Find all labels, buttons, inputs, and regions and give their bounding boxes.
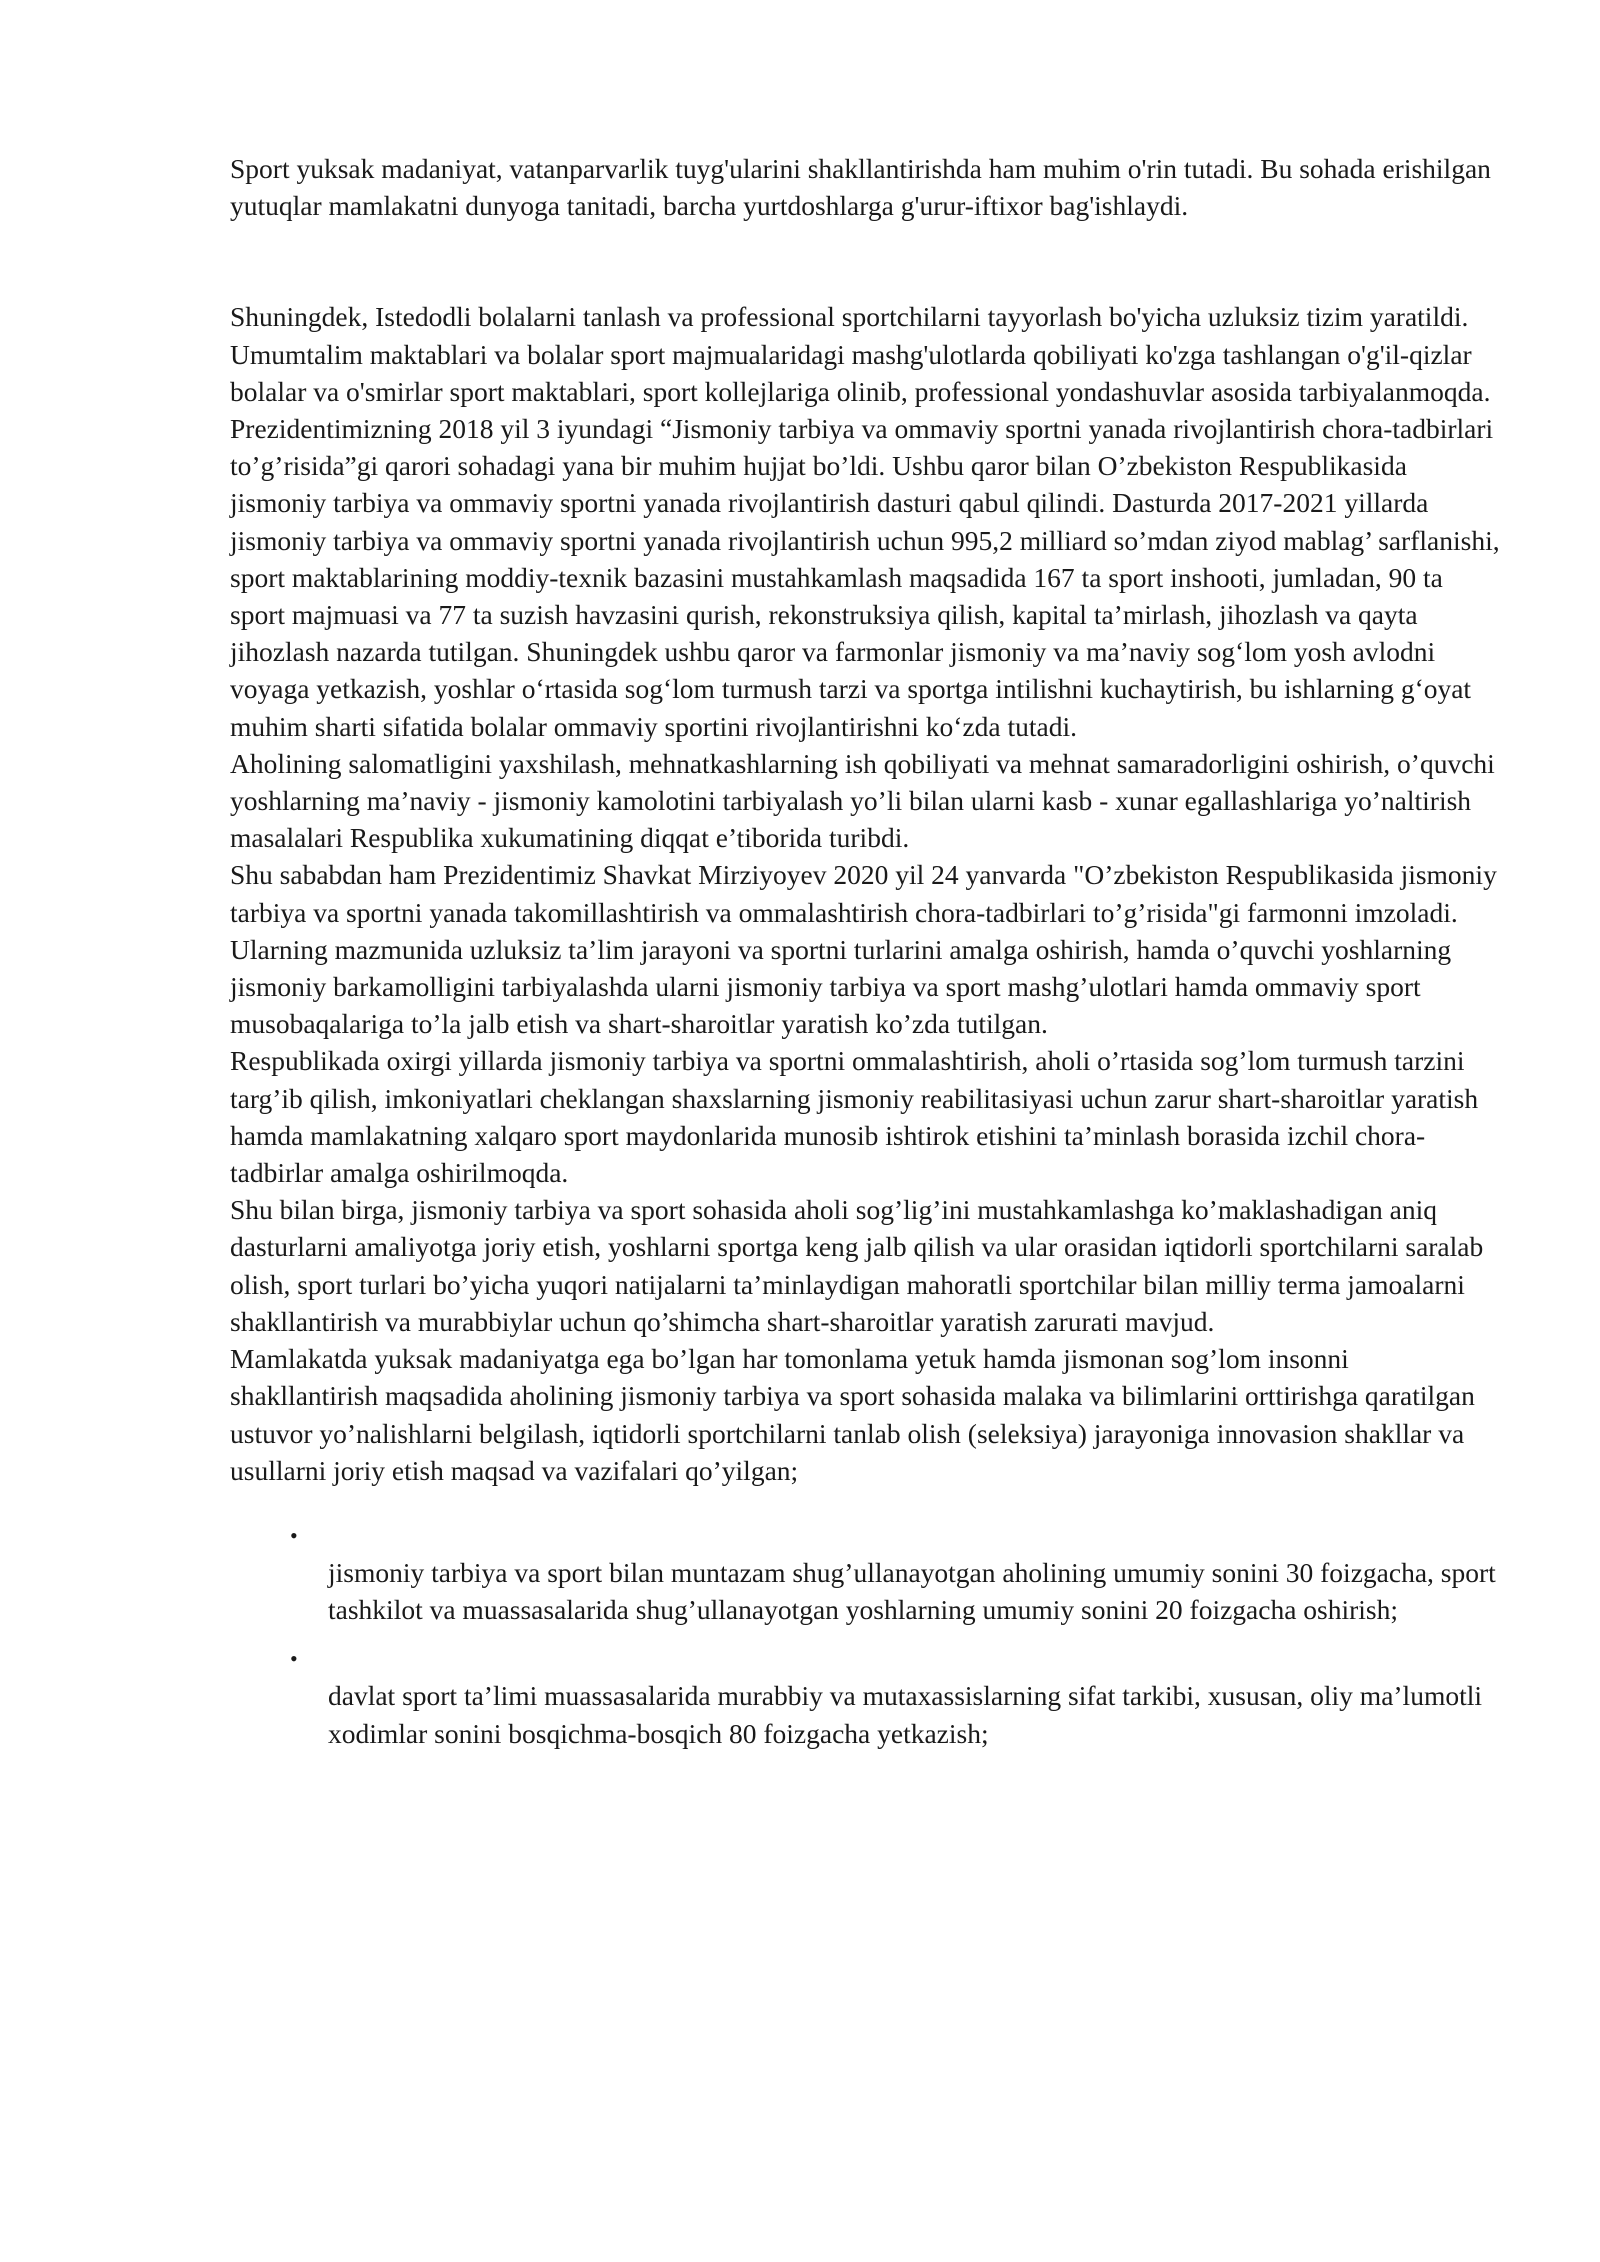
paragraph-gap (230, 224, 1500, 298)
list-gap (230, 1489, 1500, 1517)
bullet-icon: • (290, 1646, 298, 1672)
goals-list (230, 1517, 1500, 1752)
paragraph-talent-system: Shuningdek, Istedodli bolalarni tanlash va professional sportchilarni tayyorlash bo'yicha uzluksiz tizim yaratildi. Umumtalim maktablari va bolalar sport majmualaridagi mashg'ulotlarda qobiliyati ko'zga tashlangan o'g'il-qizlar bolalar va o'smirlar sport maktablari, sport kollejlariga olinib, professional yondashuvlar asosida tarbiyalanmoqda. (230, 301, 1491, 407)
paragraph-programs-needed: Shu bilan birga, jismoniy tarbiya va sport sohasida aholi sog’lig’ini mustahkamlashga ko’maklashadigan aniq dasturlarni amaliyotga joriy etish, yoshlarni sportga keng jalb qilish va ular orasidan iqtidorli sportchilarni saralab olish, sport turlari bo’yicha yuqori natijalarni ta’minlaydigan mahoratli sportchilar bilan milliy terma jamoalarni shakllantirish va murabbiylar uchun qo’shimcha shart-sharoitlar yaratish zarurati mavjud. (230, 1194, 1484, 1337)
paragraph-goals: Mamlakatda yuksak madaniyatga ega bo’lgan har tomonlama yetuk hamda jismonan sog’lom insonni shakllantirish maqsadida aholining jismoniy tarbiya va sport sohasida malaka va bilimlarini orttirishga qaratilgan ustuvor yo’nalishlarni belgilash, iqtidorli sportchilarni tanlab olish (seleksiya) jarayoniga innovasion shakllar va usullarni joriy etish maqsad va vazifalari qo’yilgan; (230, 1343, 1475, 1486)
list-item-text: davlat sport ta’limi muassasalarida murabbiy va mutaxassislarning sifat tarkibi, xususan, oliy ma’lumotli xodimlar sonini bosqichma-bosqich 80 foizgacha yetkazish; (328, 1680, 1483, 1749)
paragraph-2018-decree: Prezidentimizning 2018 yil 3 iyundagi “Jismoniy tarbiya va ommaviy sportni yanada rivojlantirish chora-tadbirlari to’g’risida”gi qarori sohadagi yana bir muhim hujjat bo’ldi. Ushbu qaror bilan O’zbekiston Respublikasida jismoniy tarbiya va ommaviy sportni yanada rivojlantirish dasturi qabul qilindi. Dasturda 2017-2021 yillarda jismoniy tarbiya va ommaviy sportni yanada rivojlantirish uchun 995,2 milliard so’mdan ziyod mablag’ sarflanishi, sport maktablarining moddiy-texnik bazasini mustahkamlash maqsadida 167 ta sport inshooti, jumladan, 90 ta sport majmuasi va 77 ta suzish havzasini qurish, rekonstruksiya qilish, kapital ta’mirlash, jihozlash va qayta jihozlash nazarda tutilgan. Shuningdek ushbu qaror va farmonlar jismoniy va ma’naviy sog‘lom yosh avlodni voyaga yetkazish, yoshlar o‘rtasida sog‘lom turmush tarzi va sportga intilishni kuchaytirish, bu ishlarning g‘oyat muhim sharti sifatida bolalar ommaviy sportini rivojlantirishni ko‘zda tutadi. (230, 413, 1500, 742)
paragraph-sport-culture: Sport yuksak madaniyat, vatanparvarlik tuyg'ularini shakllantirishda ham muhim o'rin tutadi. Bu sohada erishilgan yutuqlar mamlakatni dunyoga tanitadi, barcha yurtdoshlarga g'urur-iftixor bag'ishlaydi. (230, 153, 1491, 222)
list-item (230, 1640, 1500, 1751)
paragraph-recent-years: Respublikada oxirgi yillarda jismoniy tarbiya va sportni ommalashtirish, aholi o’rtasida sog’lom turmush tarzini targ’ib qilish, imkoniyatlari cheklangan shaxslarning jismoniy reabilitasiyasi uchun zarur shart-sharoitlar yaratish hamda mamlakatning xalqaro sport maydonlarida munosib ishtirok etishini ta’minlash borasida izchil chora-tadbirlar amalga oshirilmoqda. (230, 1045, 1479, 1189)
bullet-icon: • (290, 1522, 298, 1548)
document-page (230, 150, 1500, 1752)
list-item (230, 1517, 1500, 1628)
list-item-spacer (230, 1628, 1500, 1640)
list-item-text: jismoniy tarbiya va sport bilan muntazam shug’ullanayotgan aholining umumiy sonini 30 foizgacha, sport tashkilot va muassasalarida shug’ullanayotgan yoshlarning umumiy sonini 20 foizgacha oshirish; (328, 1556, 1496, 1626)
paragraph-2020-decree: Shu sababdan ham Prezidentimiz Shavkat Mirziyoyev 2020 yil 24 yanvarda "O’zbekiston Respublikasida jismoniy tarbiya va sportni yanada takomillashtirish va ommalashtirish chora-tadbirlari to’g’risida"gi farmonni imzoladi. Ularning mazmunida uzluksiz ta’lim jarayoni va sportni turlarini amalga oshirish, hamda o’quvchi yoshlarning jismoniy barkamolligini tarbiyalashda ularni jismoniy tarbiya va sport mashg’ulotlari hamda ommaviy sport musobaqalariga to’la jalb etish va shart-sharoitlar yaratish ko’zda tutilgan. (230, 859, 1497, 1040)
paragraph-population-health: Aholining salomatligini yaxshilash, mehnatkashlarning ish qobiliyati va mehnat samaradorligini oshirish, o’quvchi yoshlarning ma’naviy - jismoniy kamolotini tarbiyalash yo’li bilan ularni kasb - xunar egallashlariga yo’naltirish masalalari Respublika xukumatining diqqat e’tiborida turibdi. (230, 747, 1495, 854)
